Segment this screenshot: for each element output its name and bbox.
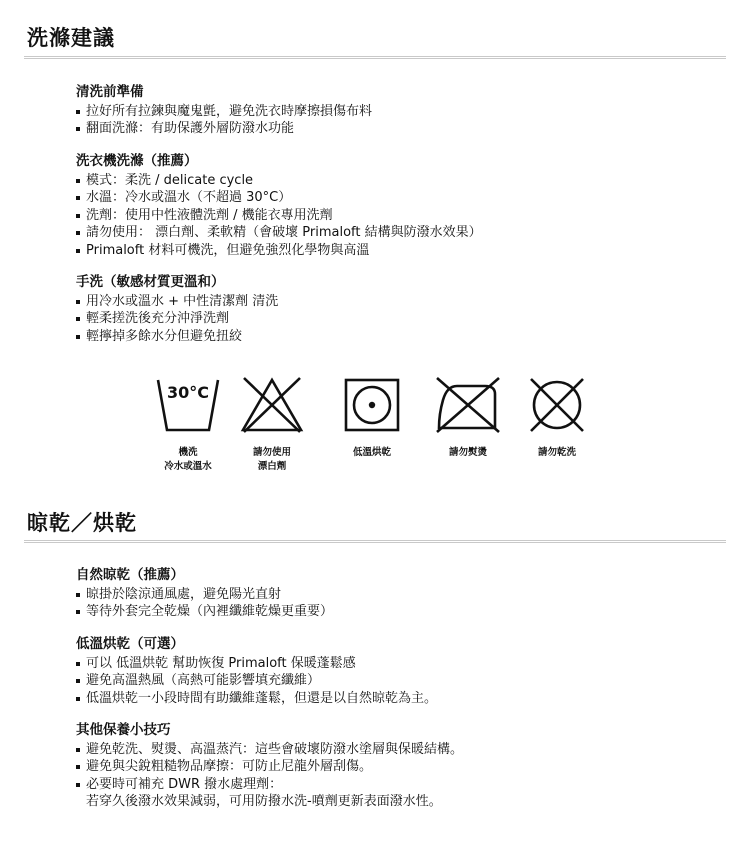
list-item: 請勿使用： 漂白劑、柔軟精（會破壞 Primaloft 結構與防潑水效果） [76, 224, 716, 241]
symbol-caption: 機洗 冷水或溫水 [164, 447, 212, 472]
list-item: 洗劑：使用中性液體洗劑 / 機能衣專用洗劑 [76, 207, 716, 224]
list-item: 避免乾洗、熨燙、高溫蒸汽：這些會破壞防潑水塗層與保暖結構。 [76, 741, 716, 758]
group-heading: 自然晾乾（推薦） [76, 567, 184, 583]
group-heading: 手洗（敏感材質更溫和） [76, 274, 225, 290]
wash-group-machine [76, 153, 716, 259]
group-heading: 其他保養小技巧 [76, 722, 171, 738]
tumble-dry-low-icon [340, 376, 404, 434]
no-iron-icon [433, 376, 503, 434]
symbol-caption: 請勿熨燙 [448, 447, 487, 458]
list-item: 輕柔搓洗後充分沖淨洗劑 [76, 310, 716, 327]
list-item: 必要時可補充 DWR 撥水處理劑： [76, 776, 716, 793]
list-item: 低溫烘乾一小段時間有助纖維蓬鬆，但還是以自然晾乾為主。 [76, 690, 716, 707]
group-heading: 低溫烘乾（可選） [76, 636, 184, 652]
wash-section-title: 洗滌建議 [27, 26, 115, 50]
dry-group-tumble [76, 636, 716, 707]
list-item: 可以 低溫烘乾 幫助恢復 Primaloft 保暖蓬鬆感 [76, 655, 716, 672]
dry-group-natural [76, 567, 716, 621]
symbol-caption: 低溫烘乾 [352, 447, 391, 458]
wash-group-prep [76, 84, 716, 138]
list-item: 晾掛於陰涼通風處，避免陽光直射 [76, 586, 716, 603]
list-item: Primaloft 材料可機洗，但避免強烈化學物與高溫 [76, 242, 716, 259]
list-item: 等待外套完全乾燥（內裡纖維乾燥更重要） [76, 603, 716, 620]
symbol-caption: 請勿乾洗 [537, 447, 576, 458]
machine-wash-30-icon [156, 376, 220, 434]
no-bleach-icon [240, 376, 304, 434]
group-heading: 清洗前準備 [76, 84, 144, 100]
group-heading: 洗衣機洗滌（推薦） [76, 153, 198, 169]
list-item: 避免高溫熱風（高熱可能影響填充纖維） [76, 672, 716, 689]
dry-group-tips [76, 722, 716, 811]
section-divider [24, 540, 726, 543]
list-item: 拉好所有拉鍊與魔鬼氈，避免洗衣時摩擦損傷布料 [76, 103, 716, 120]
list-item: 模式：柔洗 / delicate cycle [76, 172, 716, 189]
tub-temperature: 30°C [166, 383, 210, 402]
wash-group-hand [76, 274, 716, 345]
section-divider [24, 56, 726, 59]
list-item: 翻面洗滌：有助保護外層防潑水功能 [76, 120, 716, 137]
list-item: 水溫：冷水或溫水（不超過 30°C） [76, 189, 716, 206]
list-item: 避免與尖銳粗糙物品摩擦：可防止尼龍外層刮傷。 [76, 758, 716, 775]
list-item: 輕擰掉多餘水分但避免扭絞 [76, 328, 716, 345]
list-item-continuation: 若穿久後潑水效果減弱，可用防撥水洗-噴劑更新表面潑水性。 [86, 794, 442, 810]
dry-section-title: 晾乾／烘乾 [27, 511, 137, 535]
symbol-caption: 請勿使用 漂白劑 [252, 447, 291, 472]
no-dry-clean-icon [525, 376, 589, 434]
list-item: 用冷水或溫水 + 中性清潔劑 清洗 [76, 293, 716, 310]
